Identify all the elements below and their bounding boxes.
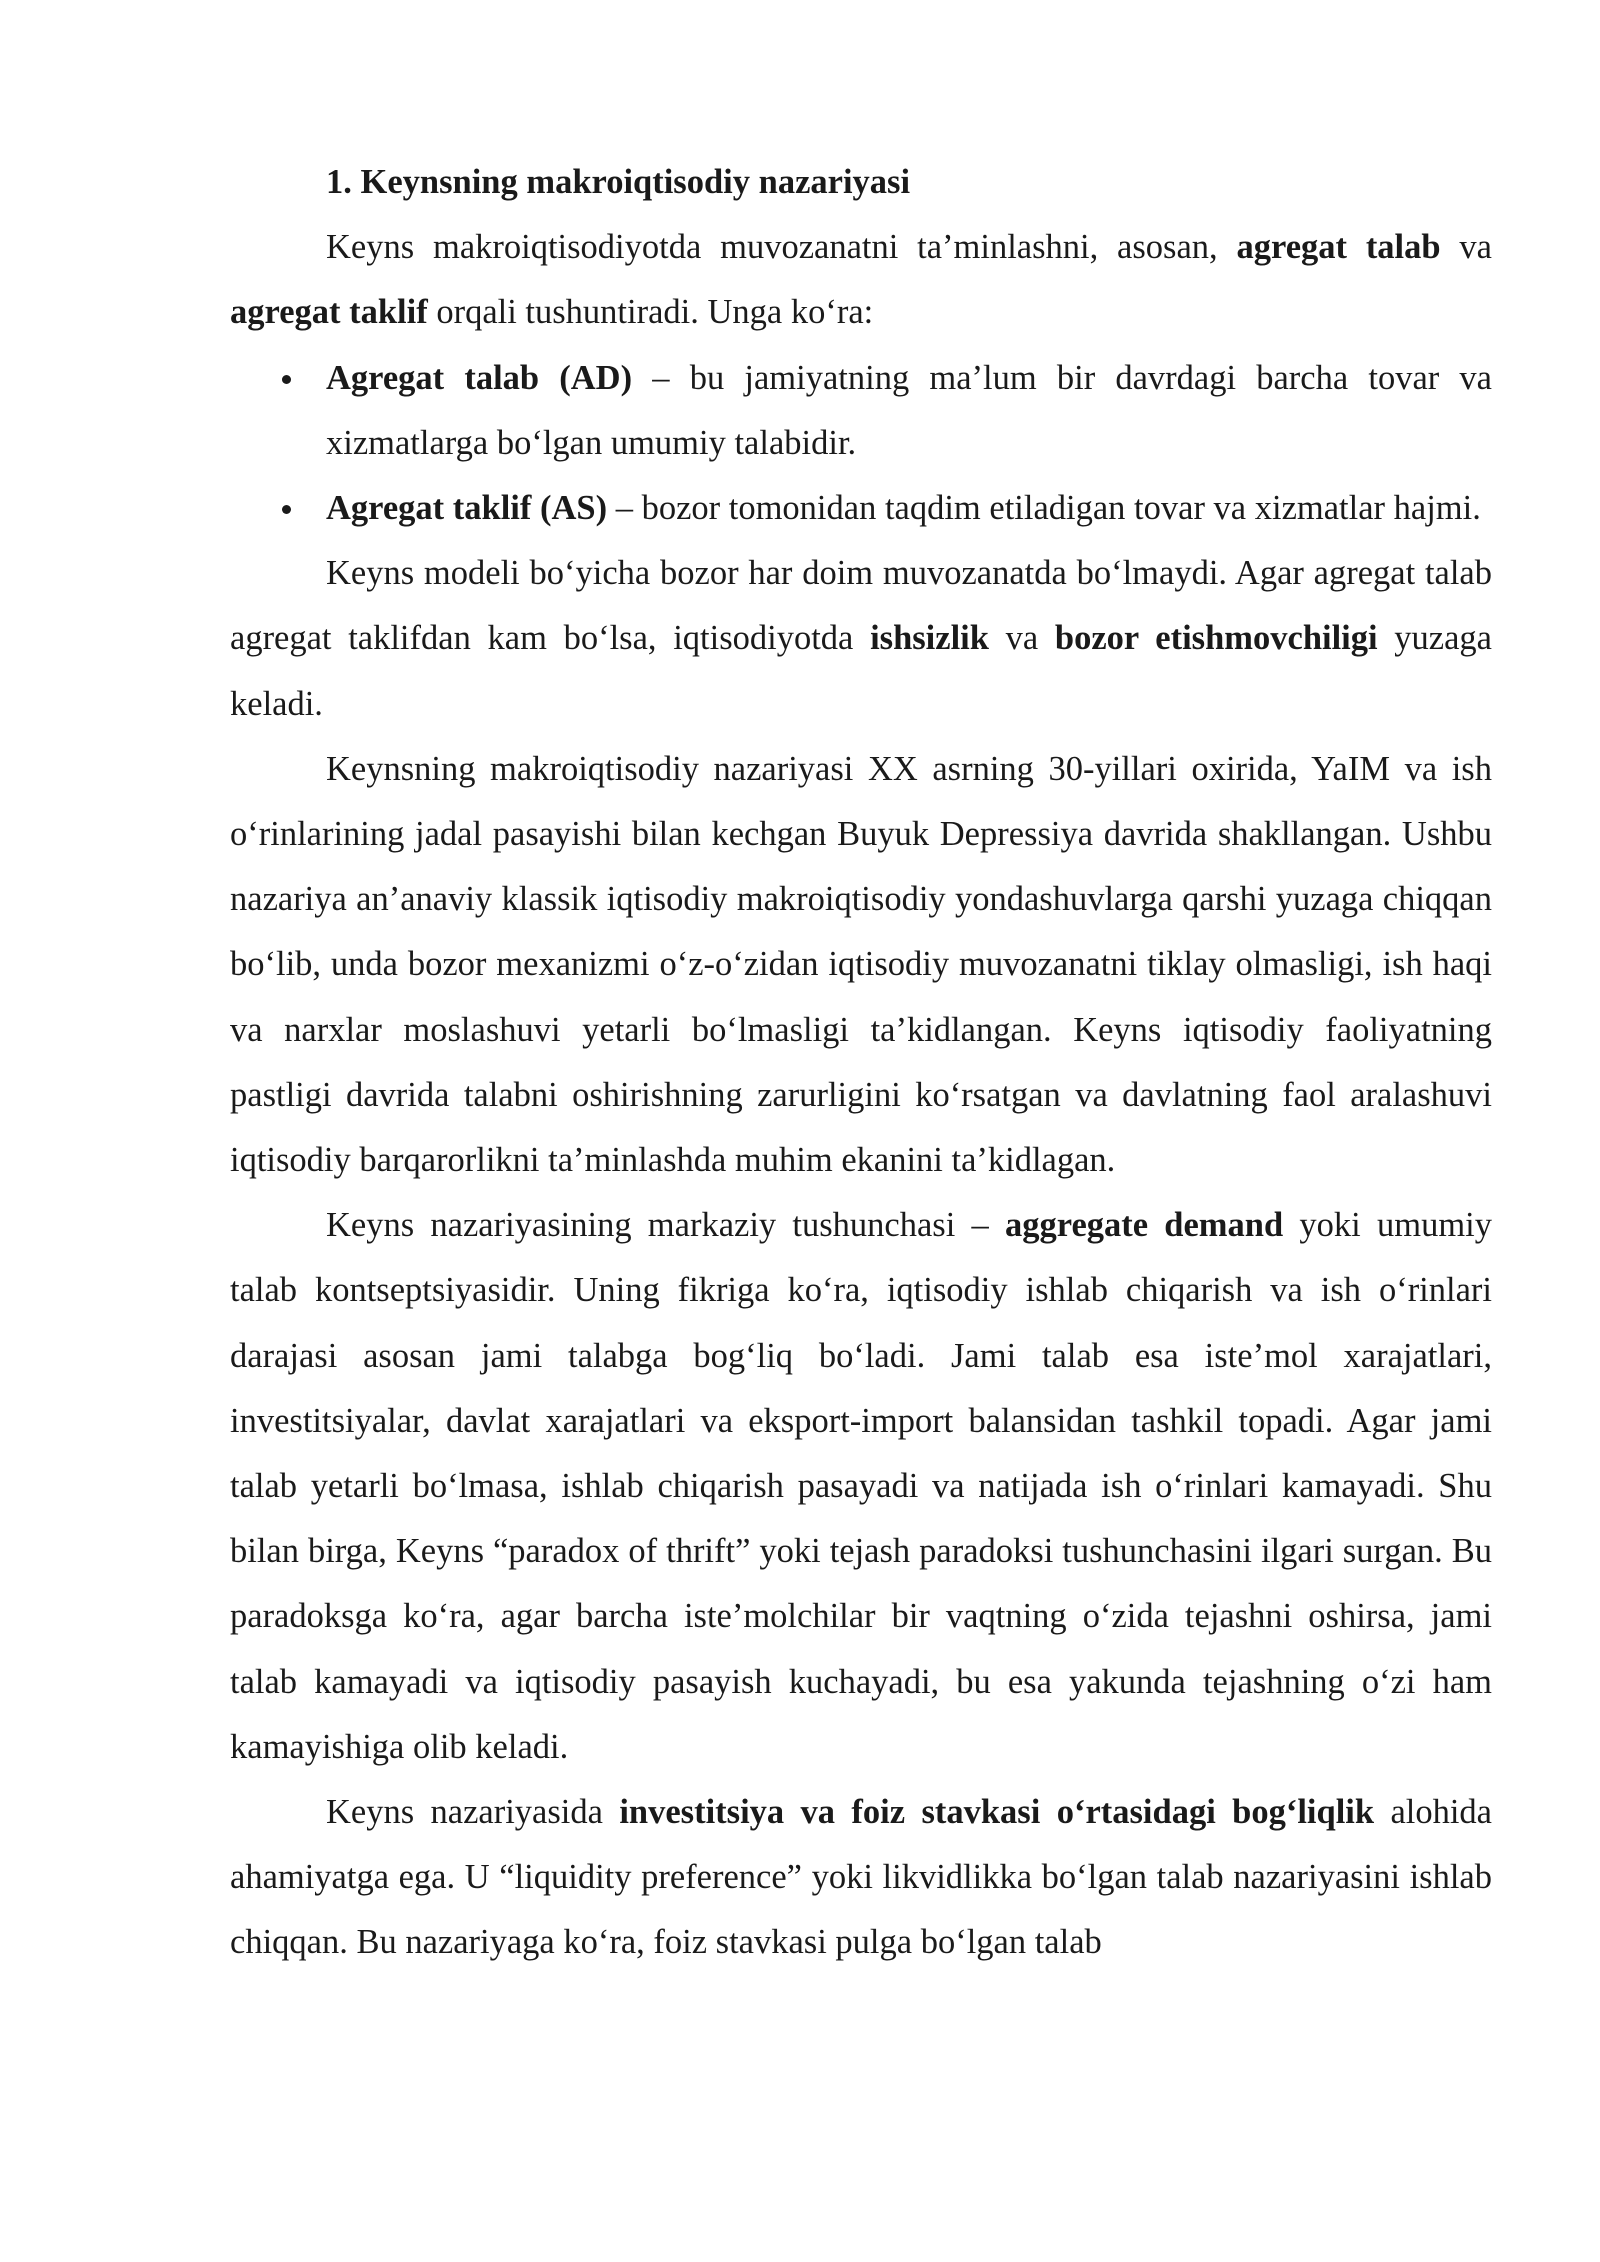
model-term-unemployment: ishsizlik: [870, 619, 989, 658]
model-text-3: yuzaga keladi.: [230, 619, 1492, 723]
intro-text-1: Keyns makroiqtisodiyotda muvozanatni ta’minlashni, asosan,: [326, 228, 1237, 267]
model-text-1: Keyns modeli bo‘yicha bozor har doim muvozanatda bo‘lmaydi. Agar agregat talab agregat taklifdan kam bo‘lsa, iqtisodiyotda: [230, 554, 1492, 658]
demand-text-1: Keyns nazariyasining markaziy tushunchasi –: [326, 1206, 1006, 1245]
bullet-icon: [282, 375, 291, 384]
bullet-icon: [282, 505, 291, 514]
intro-term-aggregate-demand: agregat talab: [1236, 228, 1441, 267]
paragraph-investment: [230, 1780, 1492, 1976]
paragraph-intro: [230, 215, 1492, 345]
list-item-ad: [230, 346, 1492, 476]
investment-term: investitsiya va foiz stavkasi o‘rtasidagi bog‘liqlik: [619, 1793, 1375, 1832]
list-item-term: Agregat taklif (AS): [326, 489, 608, 528]
model-text-2: va: [988, 619, 1055, 658]
investment-text-1: Keyns nazariyasida: [326, 1793, 620, 1832]
intro-term-aggregate-supply: agregat taklif: [230, 293, 428, 332]
paragraph-history: Keynsning makroiqtisodiy nazariyasi XX asrning 30-yillari oxirida, YaIM va ish o‘rinlarining jadal pasayishi bilan kechgan Buyuk Depressiya davrida shakllangan. Ushbu nazariya an’anaviy klassik iqtisodiy makroiqtisodiy yondashuvlarga qarshi yuzaga chiqqan bo‘lib, unda bozor mexanizmi o‘z-o‘zidan iqtisodiy muvozanatni tiklay olmasligi, ish haqi va narxlar moslashuvi yetarli bo‘lmasligi ta’kidlangan. Keyns iqtisodiy faoliyatning pastligi davrida talabni oshirishning zarurligini ko‘rsatgan va davlatning faol aralashuvi iqtisodiy barqarorlikni ta’minlashda muhim ekanini ta’kidlagan.: [230, 749, 1492, 1180]
list-item-text: – bu jamiyatning ma’lum bir davrdagi barcha tovar va xizmatlarga bo‘lgan umumiy talabidir.: [326, 358, 1492, 462]
intro-text-3: orqali tushuntiradi. Unga ko‘ra:: [427, 293, 874, 332]
model-term-market-failure: bozor etishmovchiligi: [1054, 619, 1378, 658]
document-body: [230, 150, 1492, 1976]
intro-text-2: va: [1440, 228, 1492, 267]
demand-text-2: yoki umumiy talab kontseptsiyasidir. Uning fikriga ko‘ra, iqtisodiy ishlab chiqarish va ish o‘rinlari darajasi asosan jami talabga bog‘liq bo‘ladi. Jami talab esa iste’mol xarajatlari, investitsiyalar, davlat xarajatlari va eksport-import balansidan tashkil topadi. Agar jami talab yetarli bo‘lmasa, ishlab chiqarish pasayadi va natijada ish o‘rinlari kamayadi. Shu bilan birga, Keyns “paradox of thrift” yoki tejash paradoksi tushunchasini ilgari surgan. Bu paradoksga ko‘ra, agar barcha iste’molchilar bir vaqtning o‘zida tejashni oshirsa, jami talab kamayadi va iqtisodiy pasayish kuchayadi, bu esa yakunda tejashning o‘zi ham kamayishiga olib keladi.: [230, 1206, 1492, 1766]
demand-term: aggregate demand: [1005, 1206, 1284, 1245]
paragraph-model: [230, 541, 1492, 737]
investment-text-2: alohida ahamiyatga ega. U “liquidity preference” yoki likvidlikka bo‘lgan talab nazariyasini ishlab chiqqan. Bu nazariyaga ko‘ra, foiz stavkasi pulga bo‘lgan talab: [230, 1793, 1492, 1962]
list-item-term: Agregat talab (AD): [326, 358, 633, 397]
paragraph-demand: [230, 1193, 1492, 1780]
definition-list: [230, 346, 1492, 542]
section-heading: 1. Keynsning makroiqtisodiy nazariyasi: [326, 163, 911, 201]
list-item-text: – bozor tomonidan taqdim etiladigan tovar va xizmatlar hajmi.: [607, 489, 1481, 528]
list-item-as: [230, 476, 1492, 541]
